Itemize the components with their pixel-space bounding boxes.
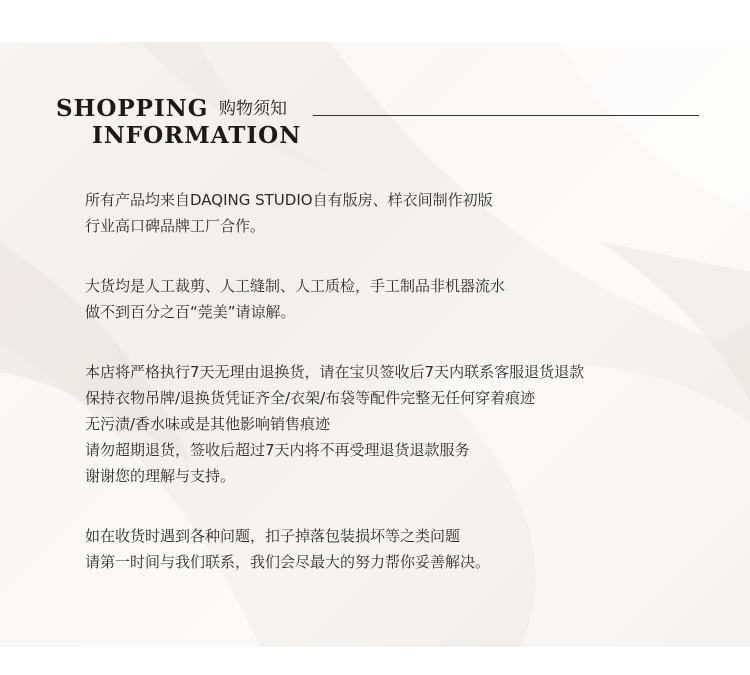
title-english-line2: INFORMATION: [92, 122, 302, 149]
text-line: 所有产品均来自DAQING STUDIO自有版房、样衣间制作初版: [85, 191, 493, 209]
text-line: 大货均是人工裁剪、人工缝制、人工质检，手工制品非机器流水: [85, 277, 506, 295]
title-divider: [313, 115, 699, 116]
text-line: 无污渍/香水味或是其他影响销售痕迹: [85, 415, 331, 433]
text-line: 本店将严格执行7天无理由退换货，请在宝贝签收后7天内联系客服退货退款: [85, 363, 585, 381]
text-line: 如在收货时遇到各种问题，扣子掉落包装损坏等之类问题: [85, 527, 461, 545]
title-english-line1: SHOPPING: [56, 95, 209, 122]
text-line: 做不到百分之百“莞美”请谅解。: [85, 303, 296, 321]
text-line: 保持衣物吊牌/退换货凭证齐全/衣架/布袋等配件完整无任何穿着痕迹: [85, 389, 536, 407]
paragraph-handmade: [85, 273, 705, 325]
title-chinese: 购物须知: [219, 99, 287, 119]
text-line: 请第一时间与我们联系，我们会尽最大的努力帮你妥善解决。: [85, 553, 491, 571]
text-line: 行业高口碑品牌工厂合作。: [85, 217, 266, 235]
paragraph-contact: [85, 523, 705, 575]
text-line: 请勿超期退货，签收后超过7天内将不再受理退货退款服务: [85, 441, 470, 459]
paragraph-origin: [85, 187, 705, 239]
paragraph-return-policy: [85, 359, 705, 489]
text-line: 谢谢您的理解与支持。: [85, 467, 236, 485]
info-panel: [0, 42, 750, 647]
notice-content: [85, 187, 705, 609]
